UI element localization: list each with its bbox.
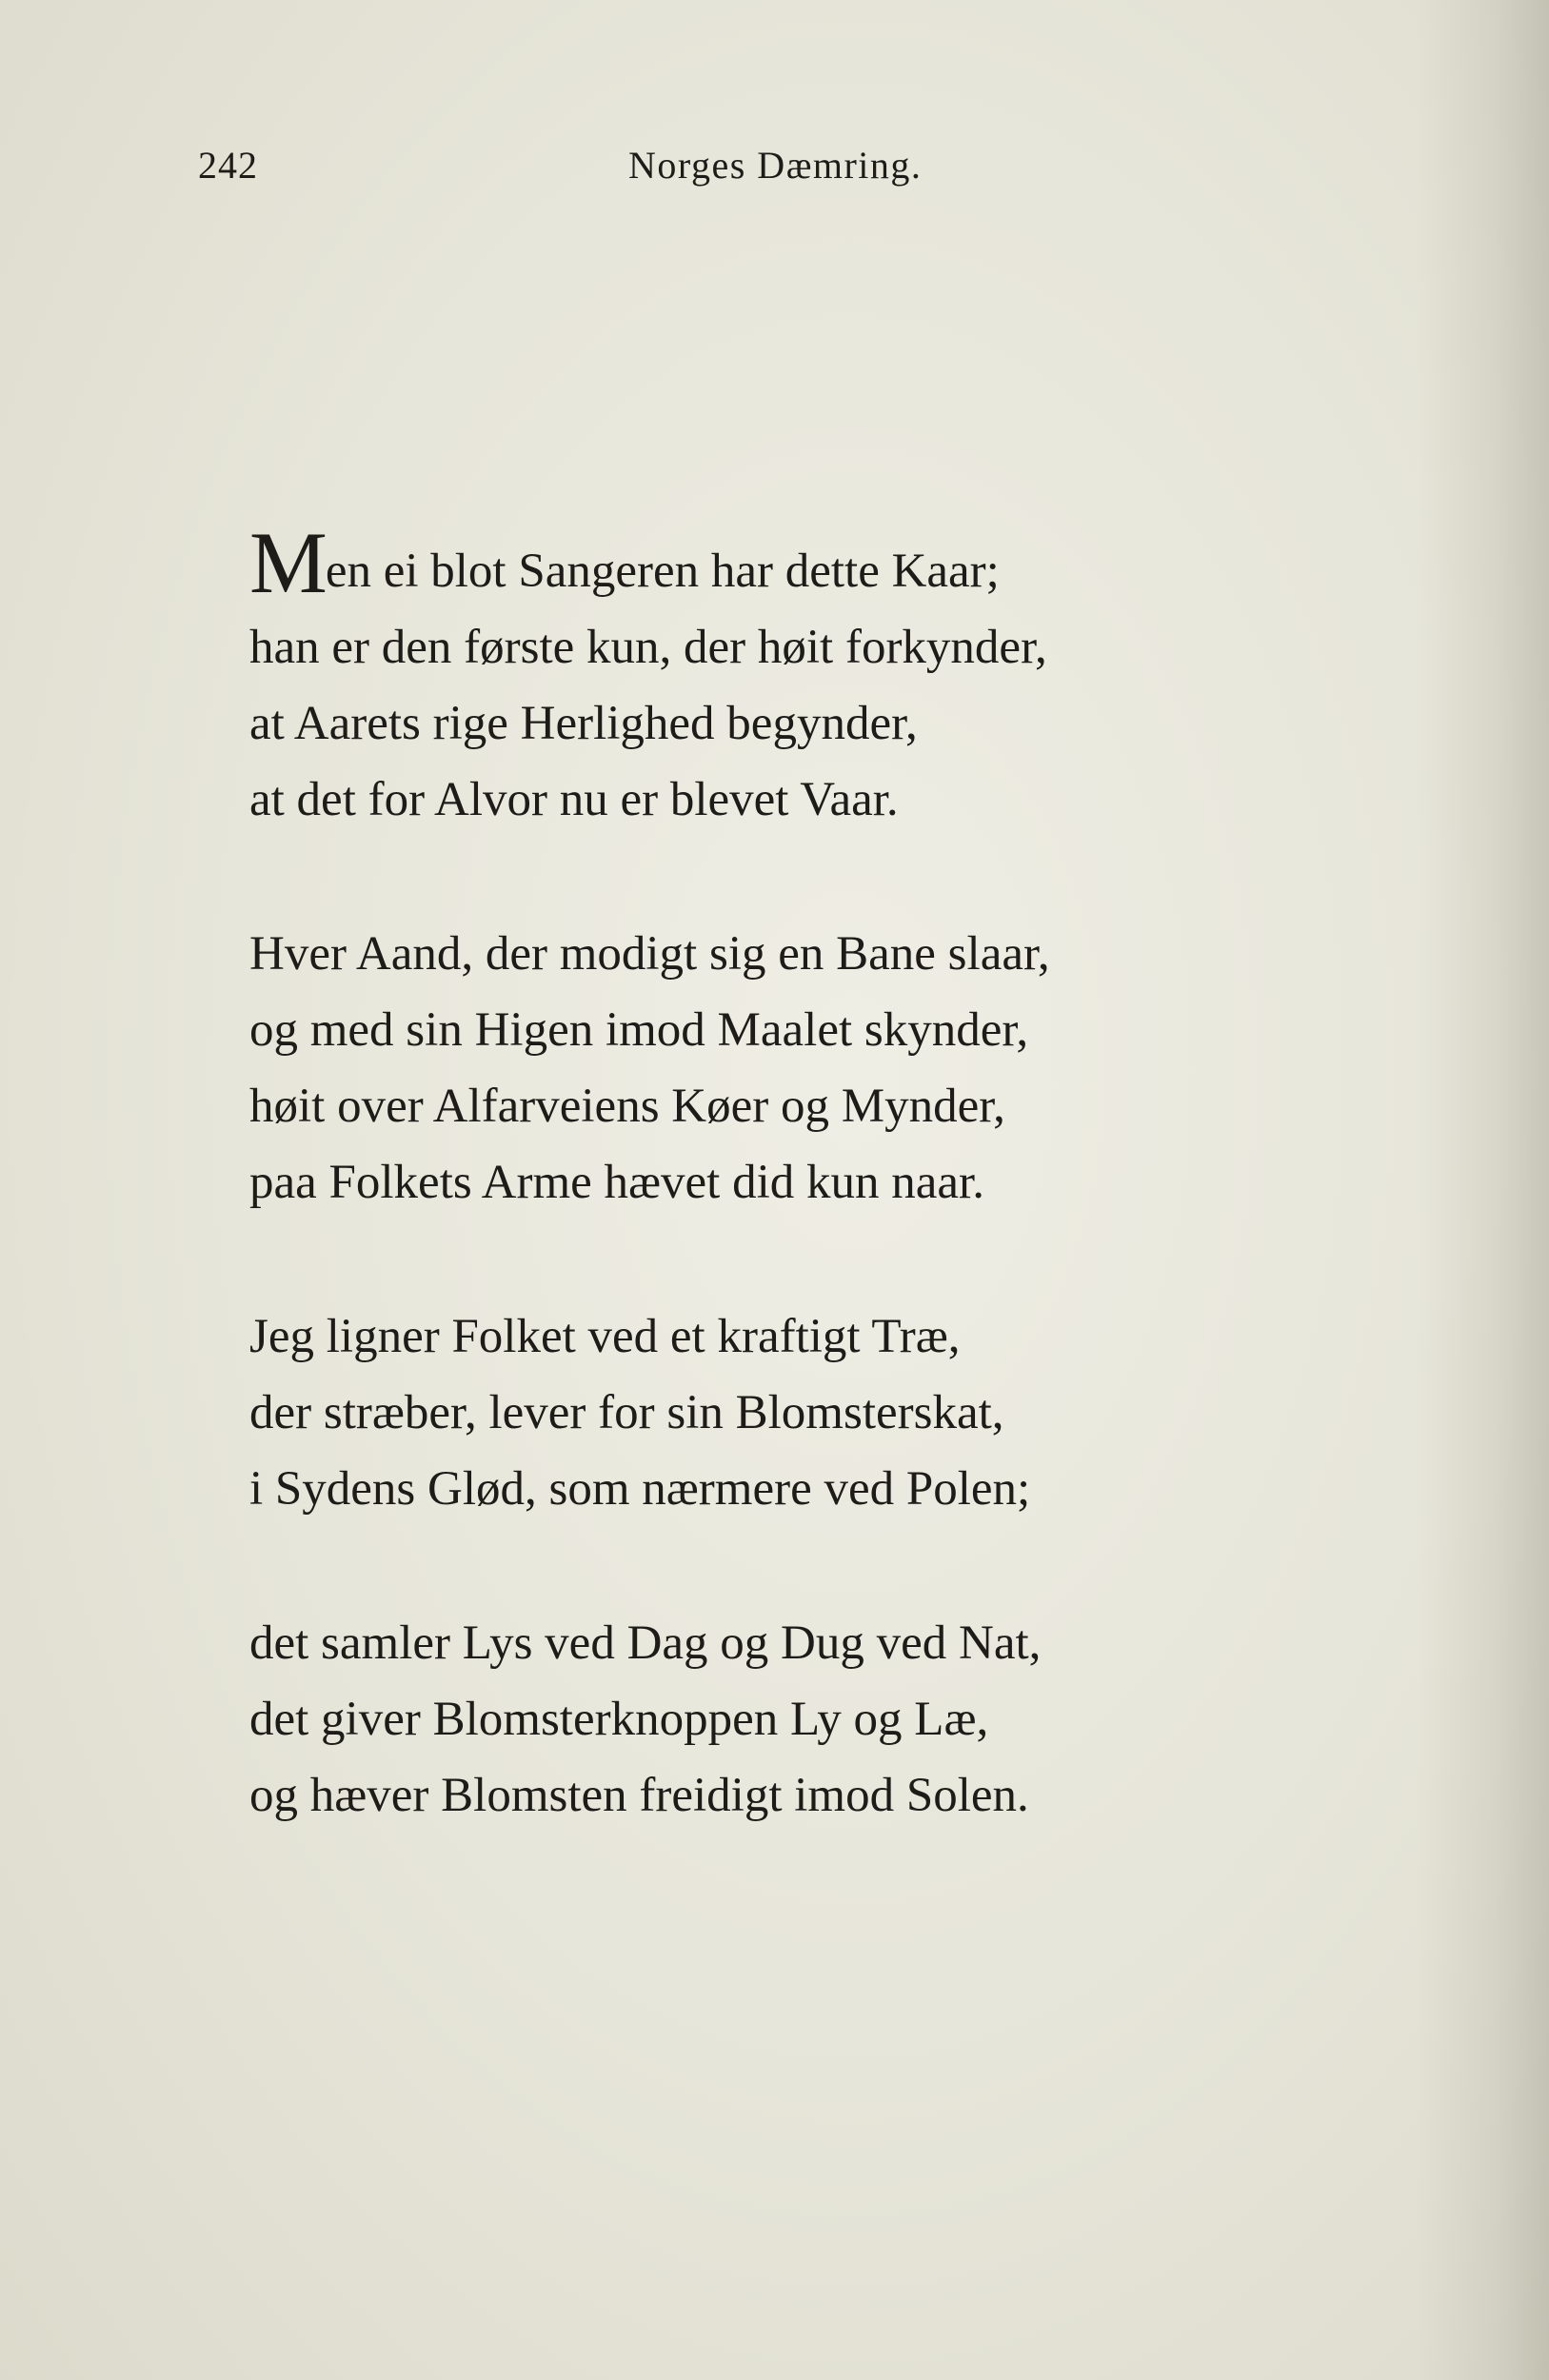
poem-line: paa Folkets Arme hævet did kun naar. [249, 1156, 984, 1209]
poem-line: Jeg ligner Folket ved et kraftigt Træ, [249, 1310, 961, 1363]
poem-line: at det for Alvor nu er blevet Vaar. [249, 773, 899, 826]
poem-line: og med sin Higen imod Maalet skynder, [249, 1003, 1029, 1057]
running-title: Norges Dæmring. [628, 144, 923, 187]
first-line-text: en ei blot Sangeren har dette Kaar; [325, 545, 1000, 598]
poem-line: at Aarets rige Herlighed begynder, [249, 697, 918, 750]
poem-line [249, 514, 1297, 611]
page-number: 242 [198, 144, 258, 187]
poem-line: høit over Alfarveiens Køer og Mynder, [249, 1080, 1005, 1133]
poem-line: det samler Lys ved Dag og Dug ved Nat, [249, 1616, 1042, 1670]
page-edge-shadow [1416, 0, 1549, 2380]
stanza-2 [249, 916, 1297, 1220]
running-header [0, 143, 1549, 200]
poem-line: det giver Blomsterknoppen Ly og Læ, [249, 1693, 989, 1746]
stanza-1 [249, 514, 1297, 838]
poem-line: han er den første kun, der høit forkynder, [249, 621, 1047, 674]
poem-line: der stræber, lever for sin Blomsterskat, [249, 1386, 1004, 1439]
stanza-4 [249, 1605, 1297, 1834]
stanza-3 [249, 1299, 1297, 1527]
poem [249, 514, 1297, 1912]
poem-line: og hæver Blomsten freidigt imod Solen. [249, 1769, 1029, 1822]
poem-line: Hver Aand, der modigt sig en Bane slaar, [249, 927, 1050, 981]
drop-cap: M [249, 514, 326, 611]
poem-line: i Sydens Glød, som nærmere ved Polen; [249, 1462, 1031, 1516]
